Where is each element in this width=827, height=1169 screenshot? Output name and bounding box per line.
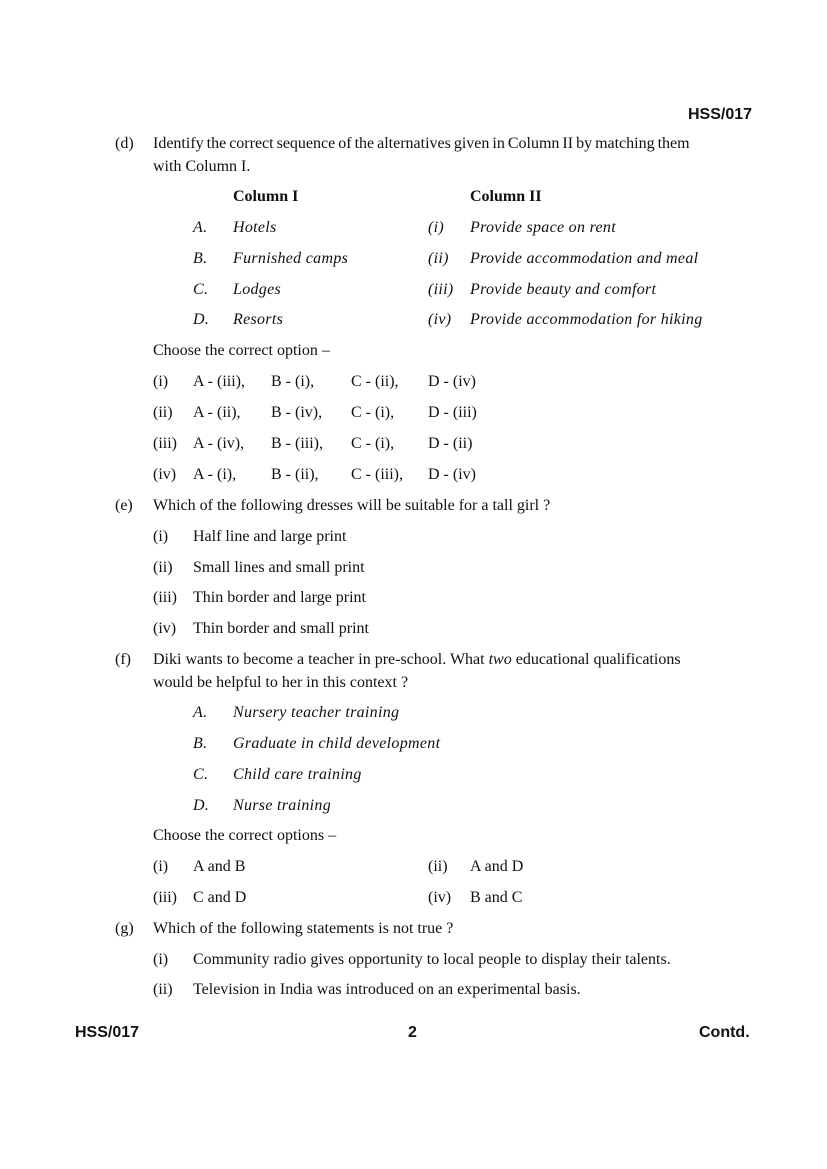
option-number: (i) xyxy=(153,951,169,968)
option-d: D - (iv) xyxy=(428,373,476,390)
option-c: C - (iii), xyxy=(351,466,403,483)
col1-item: Resorts xyxy=(233,311,284,328)
question-f-label: (f) xyxy=(115,651,131,668)
option-b: B - (i), xyxy=(271,373,315,390)
question-e-text: Which of the following dresses will be suitable for a tall girl ? xyxy=(153,497,551,514)
question-f-text-line2: would be helpful to her in this context ? xyxy=(153,674,409,691)
option-c: C - (i), xyxy=(351,435,395,452)
col1-key: A. xyxy=(193,219,208,236)
option-text: Half line and large print xyxy=(193,528,347,545)
column2-title: Column II xyxy=(470,188,542,205)
header-code: HSS/017 xyxy=(688,106,753,123)
col1-key: D. xyxy=(193,311,210,328)
option-b: B - (iv), xyxy=(271,404,323,421)
option-number: (iii) xyxy=(153,889,177,906)
option-text: Thin border and large print xyxy=(193,589,366,606)
col2-key: (ii) xyxy=(428,250,449,267)
col2-item: Provide beauty and comfort xyxy=(470,281,657,298)
question-f-text-emphasis: two xyxy=(488,651,512,668)
option-d: D - (iii) xyxy=(428,404,477,421)
col2-item: Provide space on rent xyxy=(470,219,616,236)
option-text: A and D xyxy=(470,858,524,875)
col2-key: (i) xyxy=(428,219,445,236)
col1-item: Furnished camps xyxy=(233,250,349,267)
continued-label: Contd. xyxy=(699,1024,750,1041)
option-a: A - (i), xyxy=(193,466,237,483)
question-f-text-line1 xyxy=(153,650,681,670)
col2-key: (iv) xyxy=(428,311,452,328)
question-f-text-post: educational qualifications xyxy=(511,651,681,668)
option-text: A and B xyxy=(193,858,246,875)
option-number: (ii) xyxy=(428,858,448,875)
question-d-label: (d) xyxy=(115,135,134,152)
list-key: D. xyxy=(193,797,210,814)
footer-code: HSS/017 xyxy=(75,1024,140,1041)
column1-title: Column I xyxy=(233,188,299,205)
question-d-text-line1: Identify the correct sequence of the alternatives given in Column II by matching them xyxy=(153,135,690,152)
option-number: (i) xyxy=(153,373,169,390)
col2-item: Provide accommodation and meal xyxy=(470,250,699,267)
option-text: Small lines and small print xyxy=(193,559,365,576)
question-f-text-pre: Diki wants to become a teacher in pre-school. What xyxy=(153,651,489,668)
list-item: Nurse training xyxy=(233,797,331,814)
question-e-label: (e) xyxy=(115,497,133,514)
question-f-choose: Choose the correct options – xyxy=(153,827,337,844)
option-a: A - (iii), xyxy=(193,373,245,390)
option-c: C - (ii), xyxy=(351,373,399,390)
list-item: Graduate in child development xyxy=(233,735,441,752)
option-number: (i) xyxy=(153,528,169,545)
option-b: B - (iii), xyxy=(271,435,323,452)
option-b: B - (ii), xyxy=(271,466,319,483)
option-text: B and C xyxy=(470,889,523,906)
option-number: (iv) xyxy=(428,889,452,906)
option-text: Thin border and small print xyxy=(193,620,369,637)
option-number: (ii) xyxy=(153,404,173,421)
col2-item: Provide accommodation for hiking xyxy=(470,311,703,328)
option-number: (i) xyxy=(153,858,169,875)
option-c: C - (i), xyxy=(351,404,395,421)
question-d-text-line2: with Column I. xyxy=(153,158,251,175)
option-number: (ii) xyxy=(153,559,173,576)
option-number: (iii) xyxy=(153,435,177,452)
list-item: Child care training xyxy=(233,766,362,783)
question-d-choose: Choose the correct option – xyxy=(153,342,330,359)
col1-item: Lodges xyxy=(233,281,282,298)
col2-key: (iii) xyxy=(428,281,454,298)
list-key: A. xyxy=(193,704,208,721)
page-number: 2 xyxy=(408,1024,417,1041)
col1-key: B. xyxy=(193,250,208,267)
option-d: D - (ii) xyxy=(428,435,473,452)
option-text: Television in India was introduced on an experimental basis. xyxy=(193,981,581,998)
question-g-label: (g) xyxy=(115,920,134,937)
option-number: (iv) xyxy=(153,466,177,483)
option-number: (ii) xyxy=(153,981,173,998)
option-number: (iii) xyxy=(153,589,177,606)
option-number: (iv) xyxy=(153,620,177,637)
question-g-text: Which of the following statements is not true ? xyxy=(153,920,454,937)
option-a: A - (iv), xyxy=(193,435,245,452)
option-text: C and D xyxy=(193,889,247,906)
list-item: Nursery teacher training xyxy=(233,704,400,721)
col1-item: Hotels xyxy=(233,219,277,236)
list-key: C. xyxy=(193,766,209,783)
option-d: D - (iv) xyxy=(428,466,476,483)
list-key: B. xyxy=(193,735,208,752)
option-a: A - (ii), xyxy=(193,404,241,421)
option-text: Community radio gives opportunity to local people to display their talents. xyxy=(193,951,671,968)
col1-key: C. xyxy=(193,281,209,298)
